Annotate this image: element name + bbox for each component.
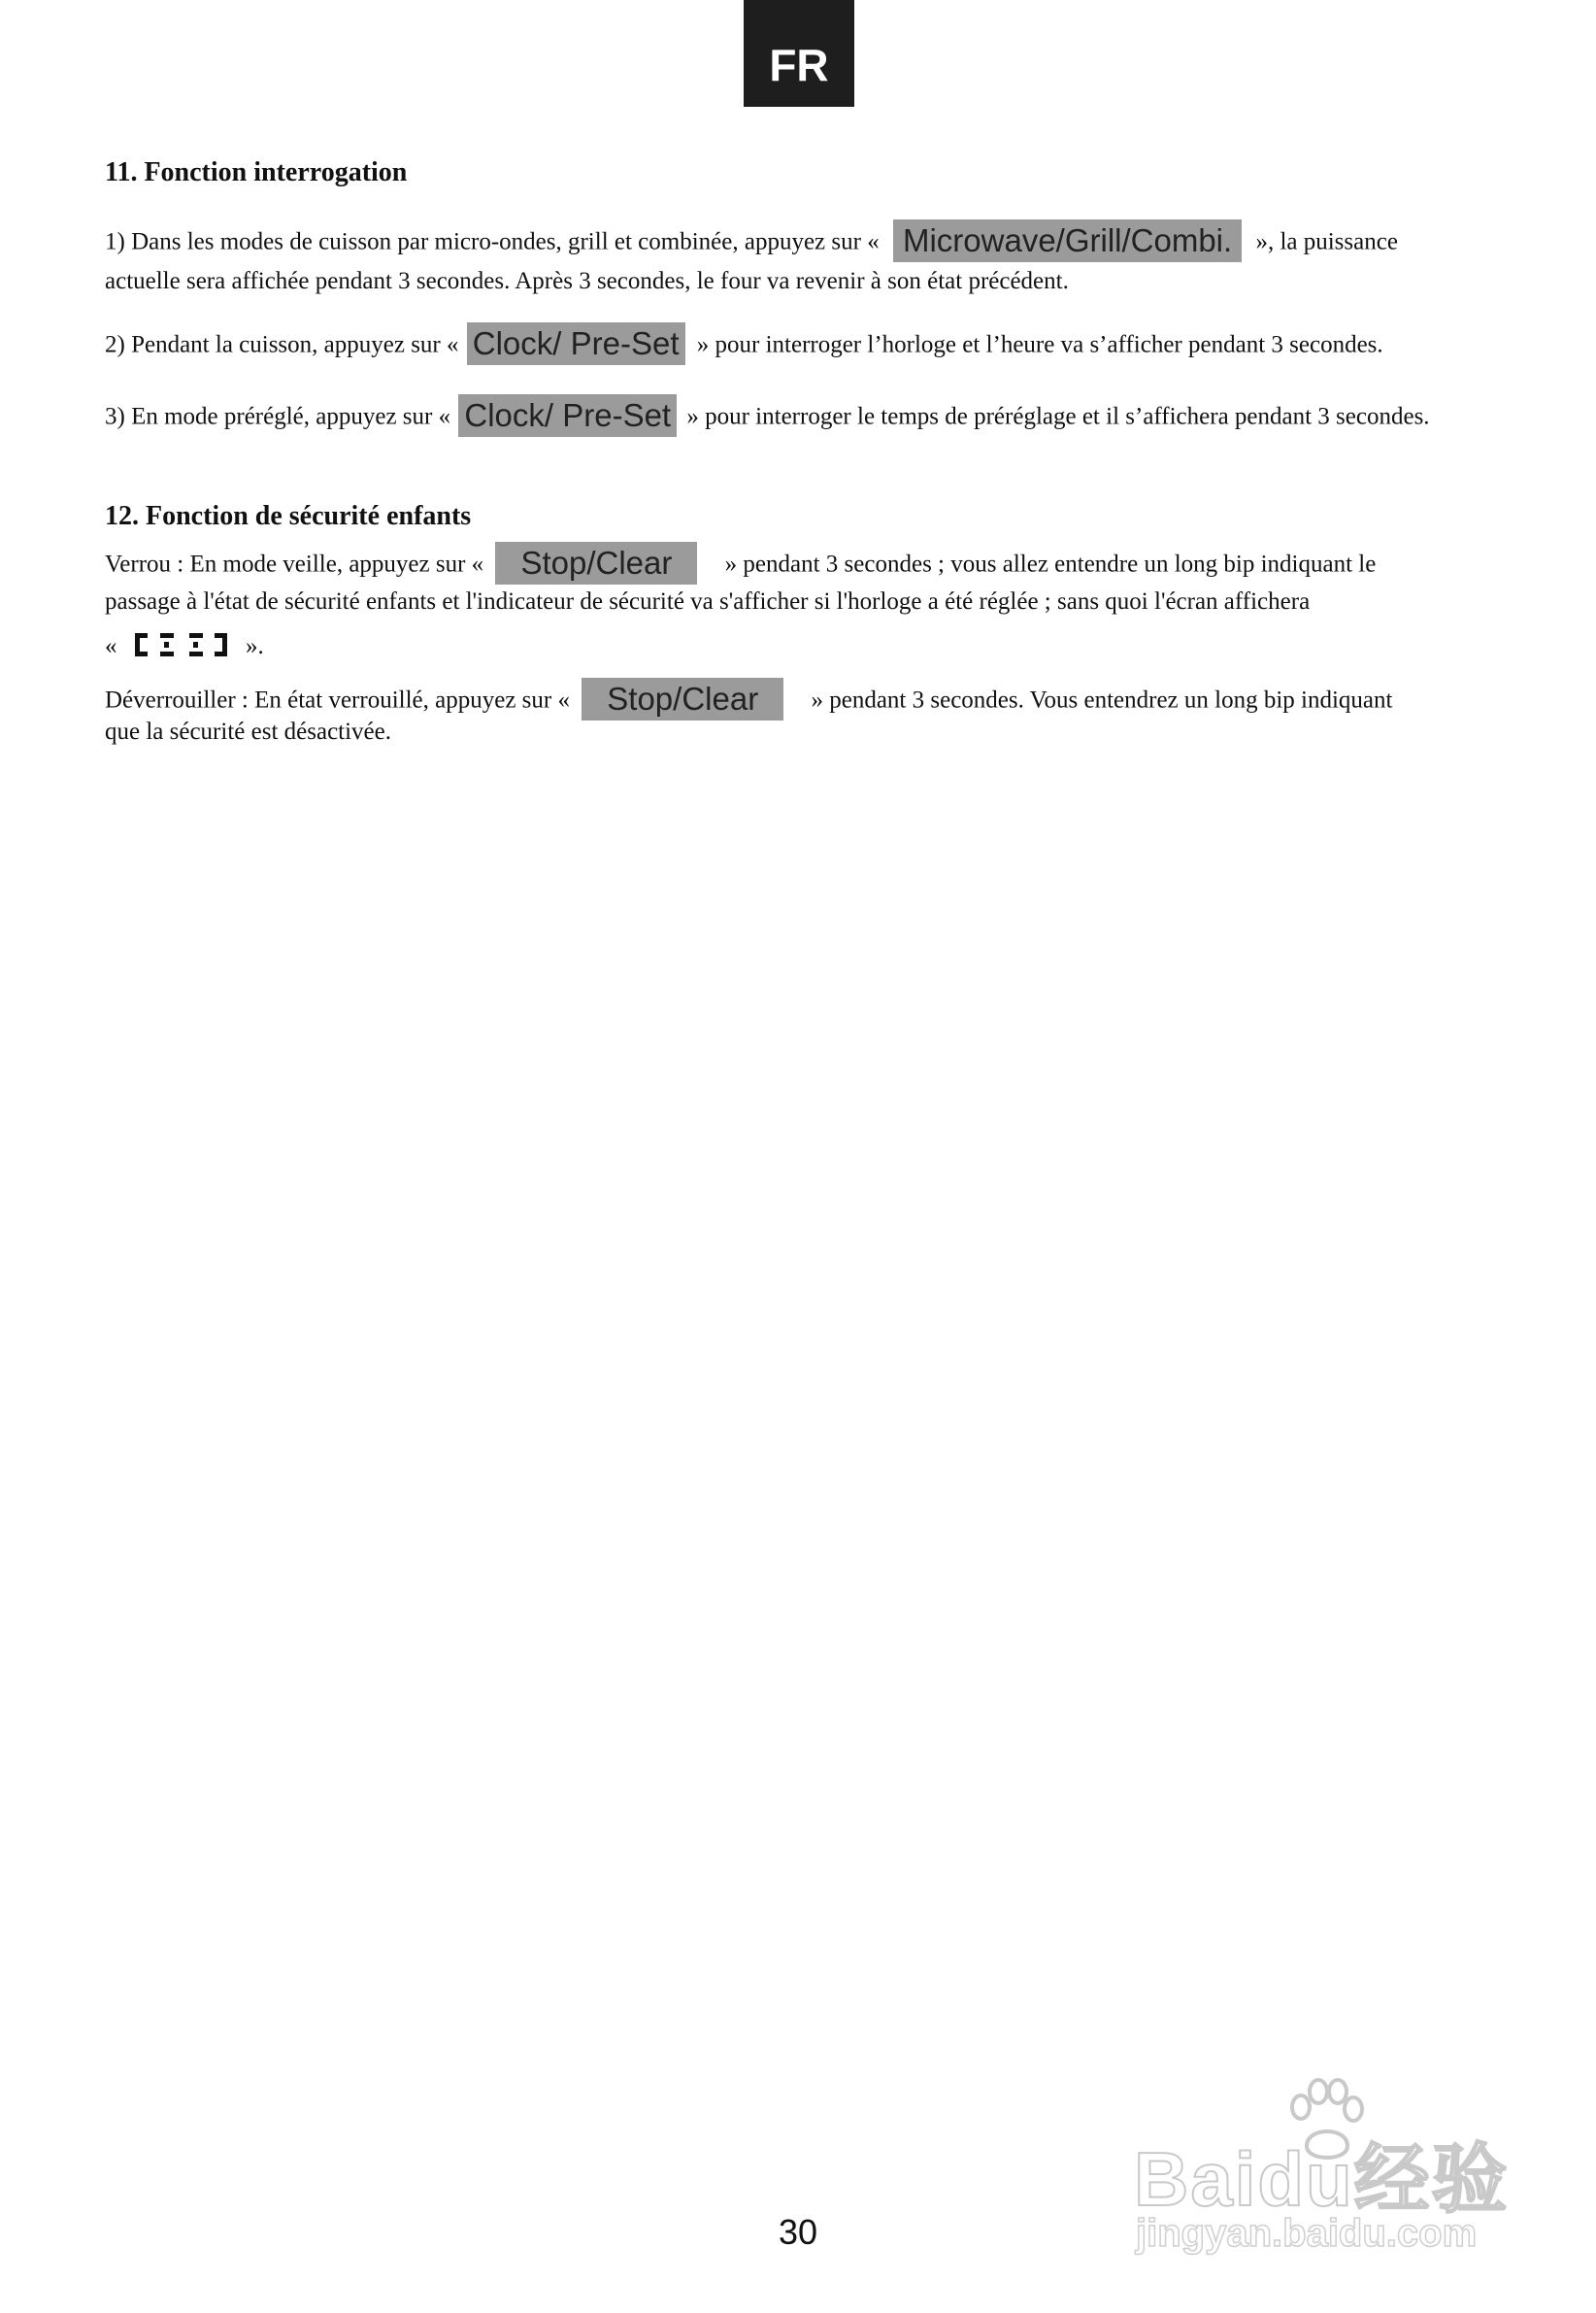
microwave-grill-combi-key: Microwave/Grill/Combi. [893,219,1242,262]
watermark-url-text: jingyan.baidu.com [1136,2212,1478,2255]
page-number: 30 [778,2212,818,2252]
clock-preset-key: Clock/ Pre-Set [458,394,677,437]
section-12-heading: 12. Fonction de sécurité enfants [105,501,472,531]
clock-preset-key: Clock/ Pre-Set [467,322,685,365]
p3-text-before: 3) En mode préréglé, appuyez sur « [105,403,451,430]
section-12-lock-line2: passage à l'état de sécurité enfants et l'indicateur de sécurité va s'afficher si l'horloge a été réglée ; sans quoi l'écran affichera [105,588,1311,615]
section-12-lock-line1 [105,545,1377,585]
section-12-lock-line3 [105,631,264,662]
section-11-p1-line2: actuelle sera affichée pendant 3 secondes. Après 3 secondes, le four va revenir à son état précédent. [105,268,1069,294]
language-tab: FR [744,0,854,107]
lock-line3-close: ». [246,633,264,659]
section-11-heading: 11. Fonction interrogation [105,157,408,187]
baidu-watermark [1134,2078,1513,2263]
p2-text-after: » pour interroger l’horloge et l’heure va s’afficher pendant 3 secondes. [696,331,1383,358]
p3-text-after: » pour interroger le temps de préréglage et il s’affichera pendant 3 secondes. [686,403,1430,430]
stop-clear-key: Stop/Clear [582,678,783,721]
watermark-main-text: Baidu经验 [1134,2136,1510,2222]
unlock-text-after: » pendant 3 secondes. Vous entendrez un long bip indiquant [811,687,1393,714]
lock-line3-open: « [105,633,117,659]
stop-clear-key: Stop/Clear [495,542,697,585]
p1-text-after: », la puissance [1255,228,1398,255]
unlock-text-before: Déverrouiller : En état verrouillé, appuyez sur « [105,687,570,714]
lock-text-before: Verrou : En mode veille, appuyez sur « [105,551,484,578]
section-11-p3 [105,397,1430,437]
section-12-unlock-line1 [105,681,1393,721]
lock-display-icon [131,630,232,659]
p2-text-before: 2) Pendant la cuisson, appuyez sur « [105,331,459,358]
section-11-p2 [105,325,1383,365]
p1-text-before: 1) Dans les modes de cuisson par micro-ondes, grill et combinée, appuyez sur « [105,228,880,255]
lock-text-after: » pendant 3 secondes ; vous allez entendre un long bip indiquant le [724,551,1377,578]
section-12-unlock-line2: que la sécurité est désactivée. [105,719,391,745]
section-11-p1-line1 [105,222,1398,262]
